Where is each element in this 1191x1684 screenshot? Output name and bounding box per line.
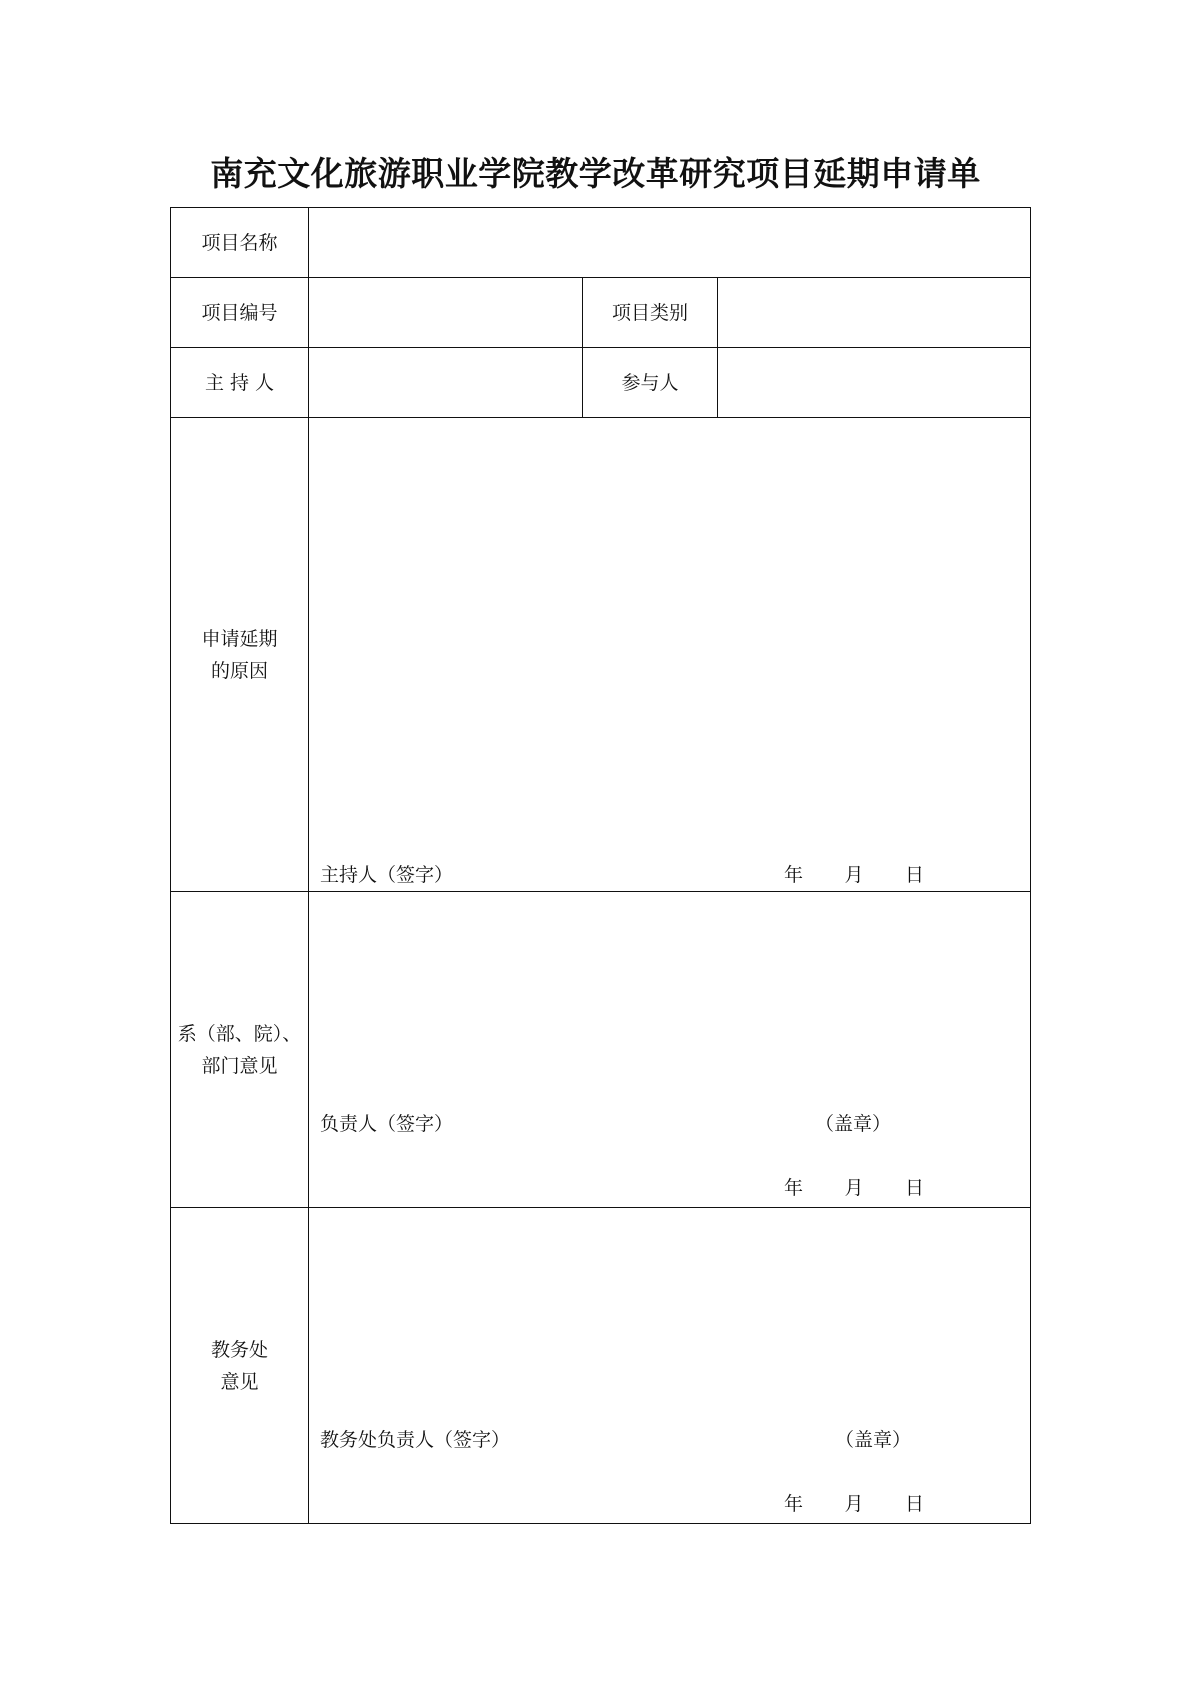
academic-affairs-label-line1: 教务处 xyxy=(210,1338,268,1361)
row-host xyxy=(171,348,1031,418)
row-project-number xyxy=(171,278,1031,348)
academic-affairs-label-line2: 意见 xyxy=(220,1370,259,1393)
date-day-label: 日 xyxy=(904,864,924,886)
academic-affairs-opinion-field[interactable] xyxy=(309,1208,1031,1524)
date-month-label: 月 xyxy=(844,864,864,886)
row-department-opinion xyxy=(171,892,1031,1208)
project-number-field[interactable] xyxy=(309,278,583,348)
academic-affairs-opinion-label xyxy=(171,1208,309,1524)
participants-label: 参与人 xyxy=(583,348,718,418)
date-day-label: 日 xyxy=(904,1493,924,1515)
project-category-field[interactable] xyxy=(718,278,1031,348)
date-year-label: 年 xyxy=(784,1177,804,1199)
host-signature-label: 主持人（签字） xyxy=(320,864,454,886)
department-opinion-label xyxy=(171,892,309,1208)
extension-reason-label-line1: 申请延期 xyxy=(201,627,278,650)
department-date xyxy=(784,1173,924,1200)
department-opinion-field[interactable] xyxy=(309,892,1031,1208)
project-category-label: 项目类别 xyxy=(583,278,718,348)
application-form-table xyxy=(170,207,1031,1524)
academic-affairs-seal-label: （盖章） xyxy=(835,1429,912,1451)
academic-affairs-signature-label: 教务处负责人（签字） xyxy=(320,1429,511,1451)
participants-field[interactable] xyxy=(718,348,1031,418)
extension-reason-field[interactable] xyxy=(309,418,1031,892)
row-extension-reason xyxy=(171,418,1031,892)
document-title: 南充文化旅游职业学院教学改革研究项目延期申请单 xyxy=(210,154,981,193)
date-year-label: 年 xyxy=(784,1493,804,1515)
date-month-label: 月 xyxy=(844,1493,864,1515)
row-project-name xyxy=(171,208,1031,278)
reason-date xyxy=(784,860,924,887)
date-year-label: 年 xyxy=(784,864,804,886)
department-opinion-label-line2: 部门意见 xyxy=(201,1054,278,1077)
host-field[interactable] xyxy=(309,348,583,418)
date-month-label: 月 xyxy=(844,1177,864,1199)
extension-reason-label-line2: 的原因 xyxy=(210,659,268,682)
project-number-label: 项目编号 xyxy=(171,278,309,348)
department-signature-label: 负责人（签字） xyxy=(320,1113,454,1135)
host-label: 主 持 人 xyxy=(171,348,309,418)
department-seal-label: （盖章） xyxy=(815,1113,892,1135)
date-day-label: 日 xyxy=(904,1177,924,1199)
academic-affairs-date xyxy=(784,1489,924,1516)
department-opinion-label-line1: 系（部、院）、 xyxy=(177,1022,302,1045)
project-name-label: 项目名称 xyxy=(171,208,309,278)
row-academic-affairs-opinion xyxy=(171,1208,1031,1524)
project-name-field[interactable] xyxy=(309,208,1031,278)
extension-reason-label xyxy=(171,418,309,892)
